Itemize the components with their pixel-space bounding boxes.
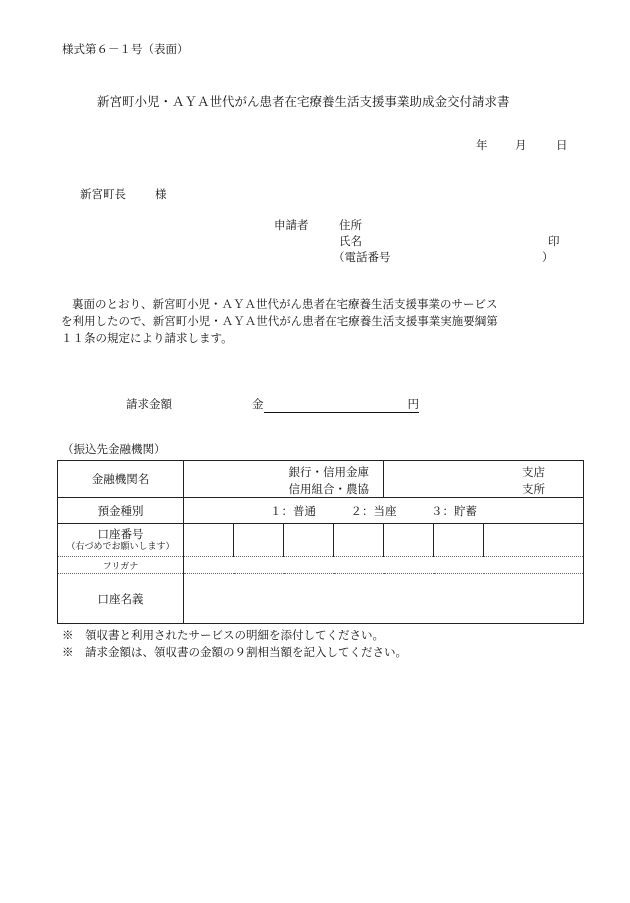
- account-note: （右づめでお願いします）: [66, 541, 175, 552]
- body-line-2: を利用したので、新宮町小児・ＡＹＡ世代がん患者在宅療養生活支援事業実施要綱第: [61, 314, 498, 328]
- institution-row: [58, 461, 584, 498]
- claim-prefix: 金: [252, 397, 264, 411]
- bank-table: [57, 460, 584, 624]
- inst-type-1: 銀行・信用金庫: [288, 465, 369, 479]
- seal-mark: 印: [548, 234, 560, 248]
- applicant-phone-close: ）: [542, 250, 554, 264]
- furigana-row: [58, 557, 584, 574]
- account-digit-3[interactable]: [284, 524, 334, 557]
- claim-label: 請求金額: [126, 397, 172, 411]
- deposit-label: 預金種別: [58, 498, 184, 524]
- furigana-label: フリガナ: [58, 557, 184, 574]
- bank-section-title: （振込先金融機関）: [62, 442, 166, 456]
- body-line-1: 裏面のとおり、新宮町小児・ＡＹＡ世代がん患者在宅療養生活支援事業のサービス: [72, 297, 498, 311]
- account-row: [58, 524, 584, 557]
- account-digit-6[interactable]: [434, 524, 484, 557]
- body-line-3: １１条の規定により請求します。: [61, 331, 233, 345]
- applicant-address-label: 住所: [339, 218, 362, 232]
- claim-amount: [252, 398, 419, 413]
- furigana-field[interactable]: [184, 557, 584, 574]
- account-digit-2[interactable]: [234, 524, 284, 557]
- branch-cell[interactable]: [384, 461, 584, 498]
- applicant-label: 申請者: [274, 218, 309, 232]
- account-digit-7[interactable]: [484, 524, 584, 557]
- account-digit-1[interactable]: [184, 524, 234, 557]
- deposit-row: [58, 498, 584, 524]
- inst-type-2: 信用組合・農協: [288, 481, 369, 496]
- page-title: 新宮町小児・ＡＹＡ世代がん患者在宅療養生活支援事業助成金交付請求書: [97, 94, 510, 109]
- claim-unit: 円: [407, 397, 419, 411]
- account-label: 口座番号: [97, 527, 144, 542]
- branch-label-2: 支所: [522, 481, 546, 496]
- applicant-name-label: 氏名: [339, 234, 362, 248]
- account-digit-5[interactable]: [384, 524, 434, 557]
- holder-field[interactable]: [184, 574, 584, 624]
- claim-amount-field[interactable]: [264, 398, 408, 413]
- note-1: ※ 領収書と利用されたサービスの明細を添付してください。: [62, 628, 384, 642]
- institution-name-cell[interactable]: [184, 461, 384, 498]
- date-day: 日: [556, 138, 568, 152]
- account-label-cell: [58, 524, 184, 557]
- date-month: 月: [515, 138, 527, 152]
- addressee-name: 新宮町長: [80, 187, 126, 201]
- holder-row: [58, 574, 584, 624]
- institution-label: 金融機関名: [58, 461, 184, 498]
- addressee-honorific: 様: [155, 187, 167, 201]
- note-2: ※ 請求金額は、領収書の金額の９割相当額を記入してください。: [62, 645, 407, 659]
- account-digit-4[interactable]: [334, 524, 384, 557]
- form-number: 様式第６－１号（表面）: [62, 42, 189, 56]
- holder-label: 口座名義: [58, 574, 184, 624]
- branch-label-1: 支店: [522, 465, 546, 479]
- deposit-options[interactable]: １：普通 ２：当座 ３：貯蓄: [184, 498, 584, 524]
- date-year: 年: [476, 138, 488, 152]
- applicant-phone-label: （電話番号: [333, 250, 391, 264]
